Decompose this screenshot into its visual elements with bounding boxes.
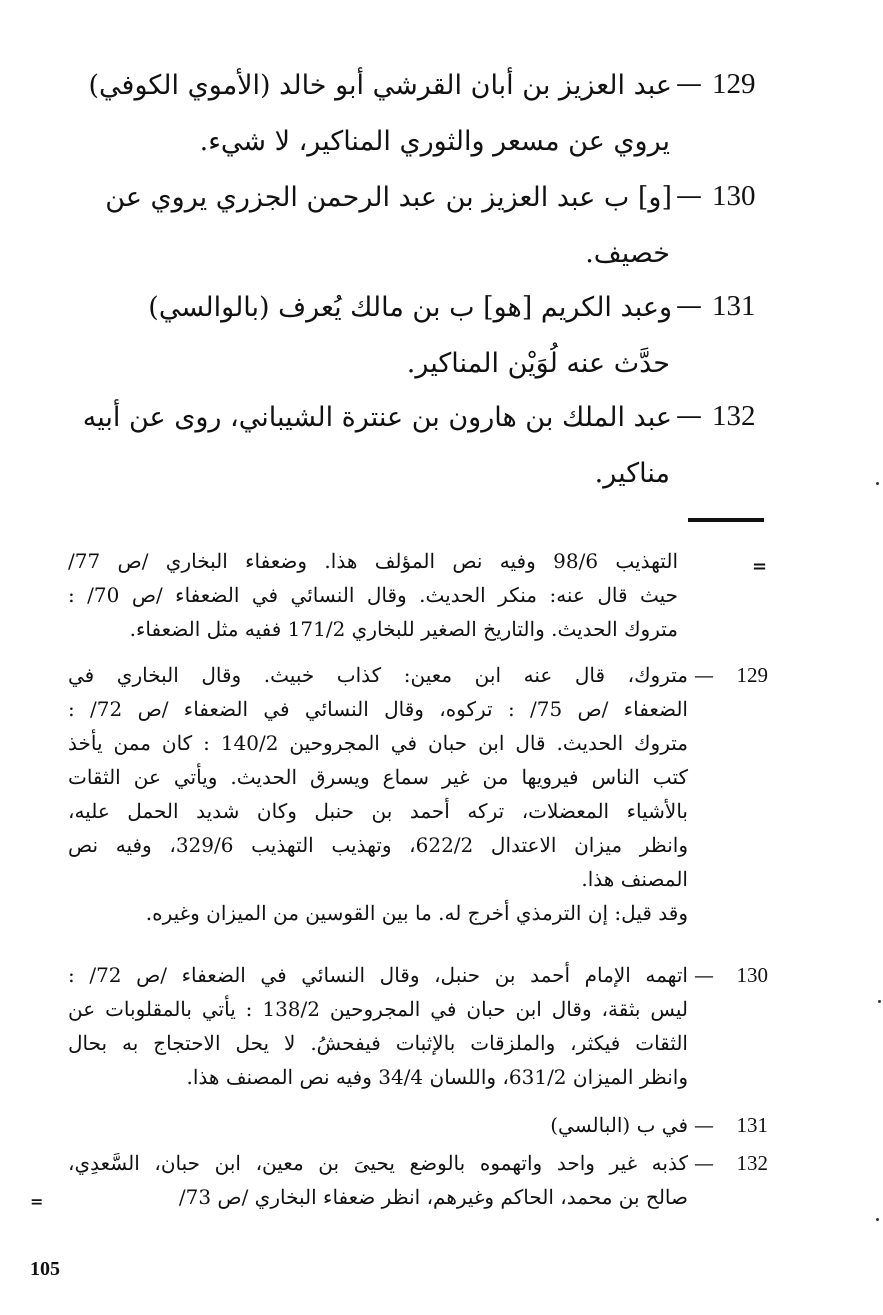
footnote-number: 132 (736, 1151, 768, 1175)
scan-speck (876, 1218, 879, 1221)
footnote-line: المصنف هذا. (581, 867, 688, 891)
entry-text-continued: خصيف. (585, 238, 670, 269)
entry-dash: — (676, 401, 702, 431)
entry-129 (60, 58, 770, 170)
footnote-separator-rule (688, 518, 764, 522)
footnote-line: التهذيب 98/6 وفيه نص المؤلف هذا. وضعفاء البخاري /ص 77/ (68, 549, 678, 573)
footnote-line: وانظر الميزان 631/2، واللسان 34/4 وفيه نص المصنف هذا. (186, 1065, 688, 1089)
entry-text: [و] ب عبد العزيز بن عبد الرحمن الجزري يروي عن (105, 182, 672, 213)
footnote-number: 130 (736, 963, 768, 987)
footnote-line: متروك الحديث. قال ابن حبان في المجروحين 140/2 : كان ممن يأخذ (68, 731, 688, 755)
entry-dash: — (676, 291, 702, 321)
footnote-line: في ب (البالسي) (550, 1113, 688, 1137)
entry-text: عبد الملك بن هارون بن عنترة الشيباني، روى عن أبيه (82, 402, 672, 433)
entry-132 (60, 390, 770, 502)
entry-number: 130 (712, 180, 756, 212)
footnote-number: 129 (736, 663, 768, 687)
page-number: 105 (30, 1258, 60, 1280)
entry-text: عبد العزيز بن أبان القرشي أبو خالد (الأموي الكوفي) (88, 70, 672, 101)
footnote-line: الضعفاء /ص 75/ : تركوه، وقال النسائي في الضعفاء /ص 72/ : (68, 697, 688, 721)
entry-text: وعبد الكريم [هو] ب بن مالك يُعرف (بالوالسي) (148, 292, 672, 323)
footnote-line: حيث قال عنه: منكر الحديث. وقال النسائي في الضعفاء /ص 70/ : (68, 583, 678, 607)
footnote-line: بالأشياء المعضلات، تركه أحمد بن حنبل وكان شديد الحمل عليه، (68, 799, 688, 823)
footnote-number: 131 (736, 1113, 768, 1137)
entry-number: 131 (712, 290, 756, 322)
footnote-line: وانظر ميزان الاعتدال 622/2، وتهذيب التهذيب 329/6، وفيه نص (68, 833, 688, 857)
footnote-130 (68, 958, 768, 1094)
continues-mark: = (30, 1192, 44, 1211)
footnote-line: اتهمه الإمام أحمد بن حنبل، وقال النسائي في الضعفاء /ص 72/ : (68, 963, 688, 987)
footnote-line: متروك، قال عنه ابن معين: كذاب خبيث. وقال البخاري في (68, 663, 688, 687)
footnote-131 (68, 1108, 768, 1142)
scan-speck (876, 482, 879, 485)
entry-dash: — (676, 181, 702, 211)
footnote-line: صالح بن محمد، الحاكم وغيرهم، انظر ضعفاء البخاري /ص 73/ (178, 1185, 688, 1209)
entry-number: 129 (712, 68, 756, 100)
entry-130 (60, 170, 770, 282)
footnote-line: وقد قيل: إن الترمذي أخرج له. ما بين القوسين من الميزان وغيره. (145, 901, 688, 925)
entry-dash: — (676, 69, 702, 99)
scan-speck (878, 1000, 881, 1003)
footnote-dash: — (694, 1113, 714, 1137)
footnote-line: الثقات فيكثر، والملزقات بالإثبات فيفحشُ. لا يحل الاحتجاج به بحال (68, 1031, 688, 1055)
footnote-129 (68, 658, 768, 930)
entry-text-continued: حدَّث عنه لُوَيْن المناكير. (406, 348, 670, 379)
continuation-mark: = (752, 556, 768, 577)
entry-131 (60, 280, 770, 392)
footnote-132 (68, 1146, 768, 1214)
footnote-dash: — (694, 1151, 714, 1175)
footnote-continued (68, 544, 678, 646)
footnote-line: متروك الحديث. والتاريخ الصغير للبخاري 171/2 ففيه مثل الضعفاء. (129, 617, 678, 641)
entry-text-continued: مناكير. (594, 458, 670, 489)
footnote-dash: — (694, 963, 714, 987)
entry-text-continued: يروي عن مسعر والثوري المناكير، لا شيء. (199, 126, 670, 157)
footnote-dash: — (694, 663, 714, 687)
entry-number: 132 (712, 400, 756, 432)
footnote-line: كذبه غير واحد واتهموه بالوضع يحيىَ بن معين، ابن حبان، السَّعدِي، (68, 1151, 688, 1175)
footnote-line: ليس بثقة، وقال ابن حبان في المجروحين 138/2 : يأتي بالمقلوبات عن (68, 997, 688, 1021)
footnote-line: كتب الناس فيرويها من غير سماع ويسرق الحديث. ويأتي عن الثقات (68, 765, 688, 789)
